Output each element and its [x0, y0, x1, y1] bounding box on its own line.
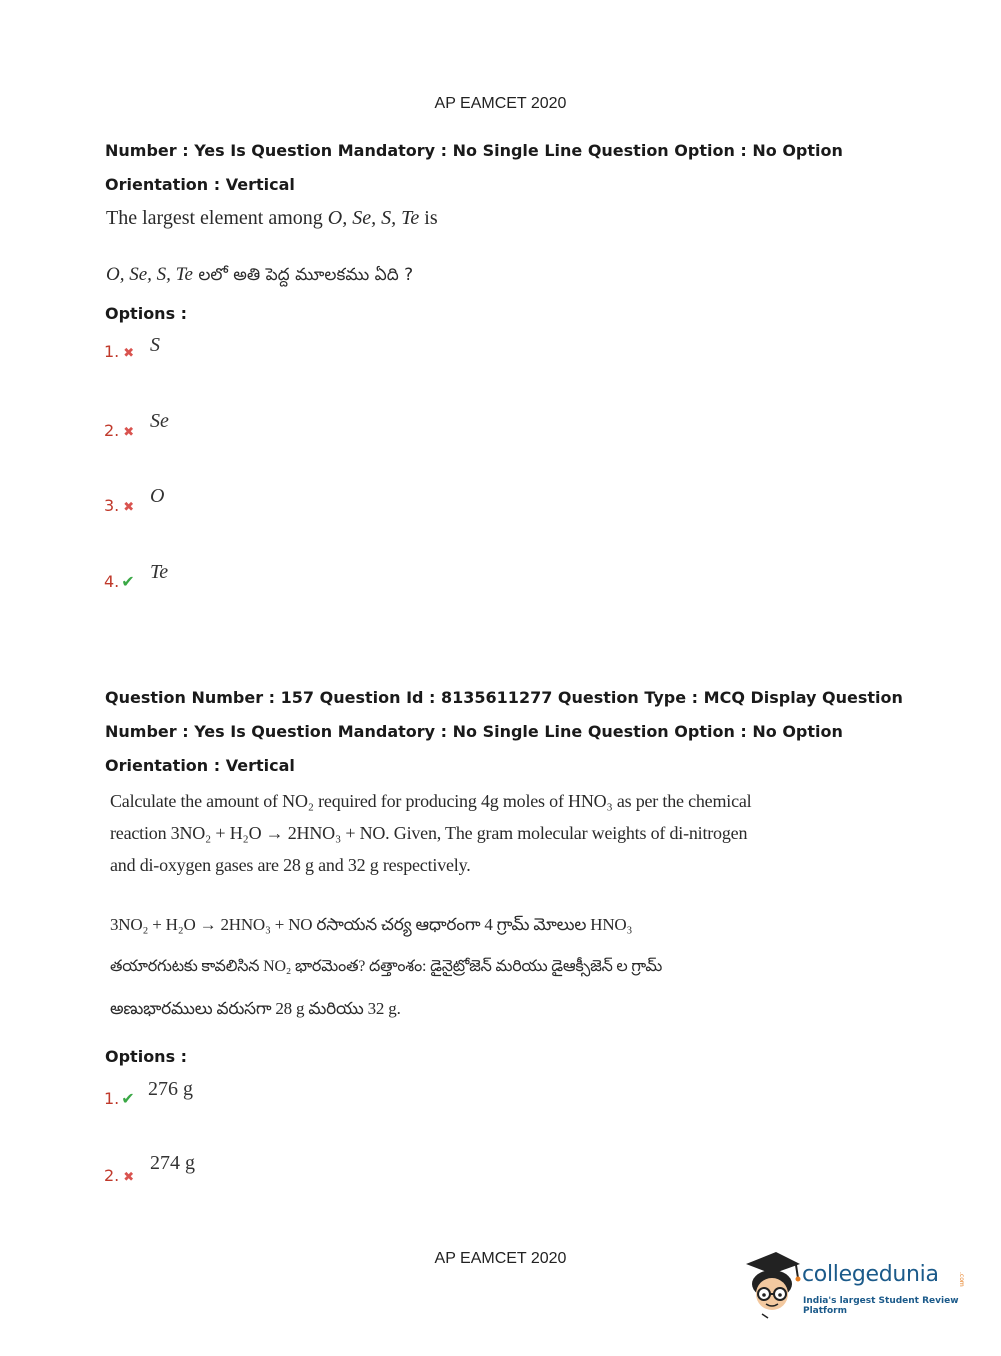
- collegedunia-tagline: India's largest Student Review Platform: [803, 1296, 959, 1316]
- q1-option-4-number: [104, 572, 135, 591]
- question2-telugu-line2: తయారగుటకు కావలిసిన NO₂ భారమెంత? దత్తాంశం: డైనైట్రోజెన్ మరియు డైఆక్సీజెన్ ల గ్రామ్: [110, 958, 663, 975]
- question1-english-post: is: [419, 207, 438, 229]
- question2-english-line3: and di-oxygen gases are 28 g and 32 g respectively.: [110, 855, 471, 875]
- q1-option-1-number: [104, 342, 134, 361]
- cross-icon: ✖: [123, 346, 135, 361]
- q1-option-1-value: S: [150, 334, 160, 356]
- question2-options-label: Options :: [105, 1047, 188, 1066]
- question1-english-pre: The largest element among: [106, 207, 328, 229]
- cross-icon: ✖: [123, 425, 135, 440]
- question1-meta-line1: Number : Yes Is Question Mandatory : No Single Line Question Option : No Option: [105, 141, 843, 160]
- collegedunia-mascot-icon: [742, 1248, 804, 1320]
- question2-telugu-line3: అణుభారములు వరుసగా 28 g మరియు 32 g.: [110, 999, 401, 1018]
- question1-telugu-body: లలో అతి పెద్ద మూలకము ఏది ?: [192, 265, 414, 285]
- q1-option-3-index: 3.: [104, 496, 120, 515]
- question2-meta-line3: Orientation : Vertical: [105, 756, 295, 775]
- q1-option-2-number: [104, 421, 134, 440]
- question1-telugu-text: [106, 264, 413, 289]
- check-icon: ✔: [121, 572, 135, 591]
- cross-icon: ✖: [123, 500, 135, 515]
- question2-english-line2: reaction 3NO₂ + H₂O → 2HNO₃ + NO. Given, The gram molecular weights of di-nitrogen: [110, 823, 748, 843]
- q1-option-3-value: O: [150, 485, 165, 507]
- question1-telugu-elements: O, Se, S, Te: [106, 264, 193, 285]
- q2-option-2-number: [104, 1166, 134, 1185]
- q1-option-1-index: 1.: [104, 342, 120, 361]
- check-icon: ✔: [121, 1089, 135, 1108]
- q1-option-4-value: Te: [150, 561, 169, 583]
- question1-meta-line2: Orientation : Vertical: [105, 175, 295, 194]
- question2-telugu-line1: 3NO₂ + H₂O → 2HNO₃ + NO రసాయన చర్య ఆధారంగా 4 గ్రామ్ మోలుల HNO₃: [110, 915, 633, 934]
- q2-option-2-index: 2.: [104, 1166, 120, 1185]
- collegedunia-logo-text: collegedunia: [802, 1262, 939, 1287]
- q2-option-2-value: 274 g: [150, 1152, 195, 1174]
- q1-option-3-number: [104, 496, 134, 515]
- question1-options-label: Options :: [105, 304, 188, 323]
- cross-icon: ✖: [123, 1170, 135, 1185]
- page-header: AP EAMCET 2020: [434, 95, 567, 112]
- q1-option-4-index: 4.: [104, 572, 120, 591]
- page-footer: AP EAMCET 2020: [434, 1250, 567, 1267]
- question2-meta-line2: Number : Yes Is Question Mandatory : No Single Line Question Option : No Option: [105, 722, 843, 741]
- question2-meta-line1: Question Number : 157 Question Id : 8135611277 Question Type : MCQ Display Question: [105, 688, 903, 707]
- question1-english-text: [106, 207, 438, 230]
- q2-option-1-number: [104, 1089, 135, 1108]
- q2-option-1-value: 276 g: [148, 1078, 193, 1100]
- question2-english-line1: Calculate the amount of NO₂ required for producing 4g moles of HNO₃ as per the chemical: [110, 791, 752, 811]
- q2-option-1-index: 1.: [104, 1089, 120, 1108]
- q1-option-2-index: 2.: [104, 421, 120, 440]
- collegedunia-logo-suffix: .com: [958, 1272, 965, 1287]
- q1-option-2-value: Se: [150, 410, 169, 432]
- question1-english-elements: O, Se, S, Te: [327, 207, 420, 229]
